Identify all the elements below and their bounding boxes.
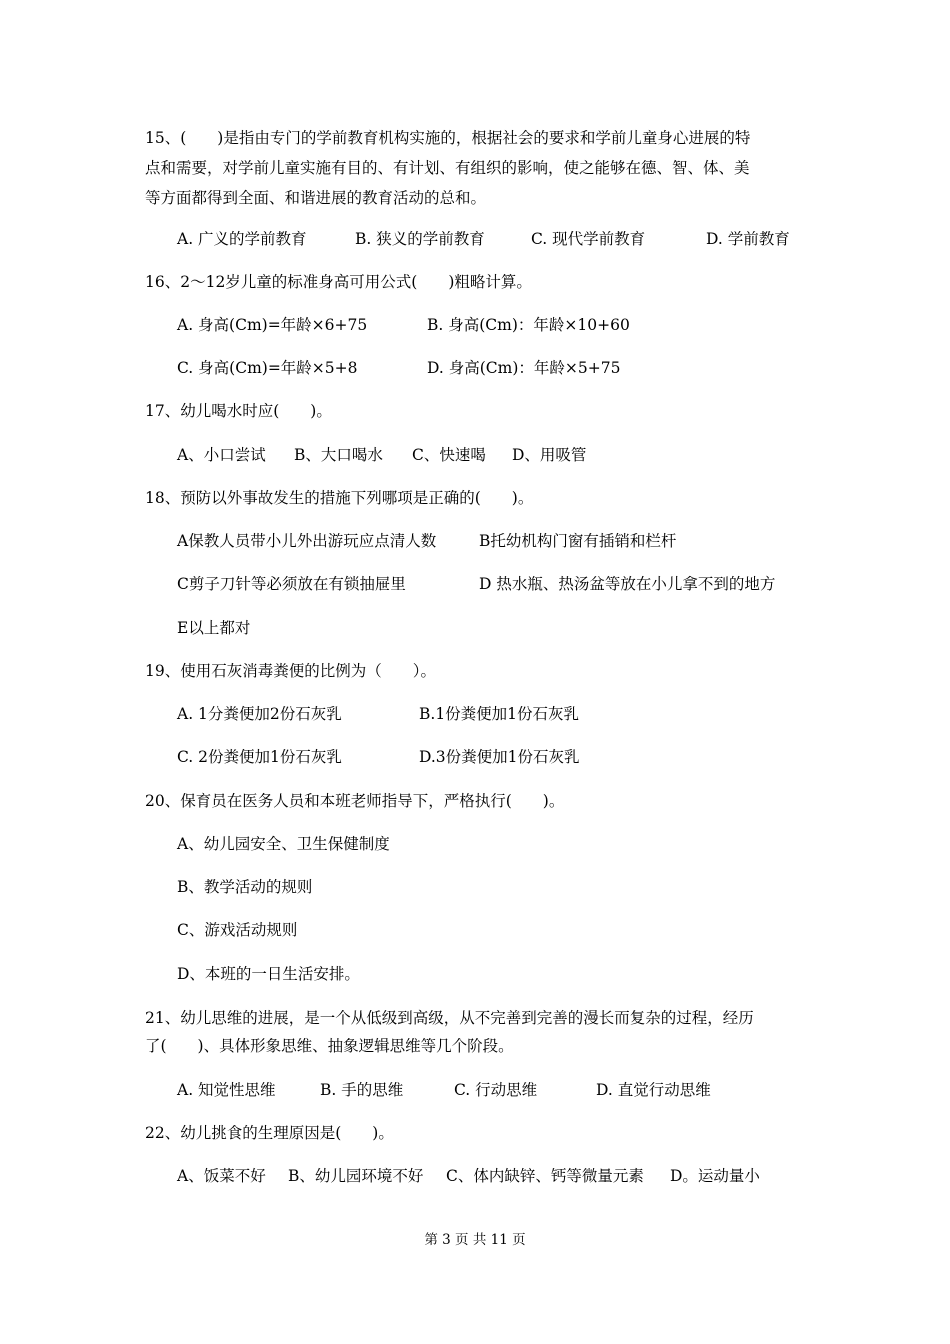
q18-option-b: B托幼机构门窗有插销和栏杆: [479, 532, 677, 550]
q20-option-c: C、游戏活动规则: [177, 921, 298, 939]
q19-option-d: D.3份粪便加1份石灰乳: [419, 748, 580, 766]
q19-option-b: B.1份粪便加1份石灰乳: [419, 705, 580, 723]
q16-option-a: A. 身高(Cm)=年龄×6+75: [177, 316, 368, 334]
q17-option-d: D、用吸管: [512, 446, 587, 464]
q21-option-c: C. 行动思维: [454, 1081, 538, 1099]
q17-option-c: C、快速喝: [412, 446, 486, 464]
q15-option-a: A. 广义的学前教育: [177, 230, 307, 248]
q22-option-a: A、饭菜不好: [177, 1167, 266, 1185]
q21-option-d: D. 直觉行动思维: [596, 1081, 711, 1099]
q22-option-b: B、幼儿园环境不好: [288, 1167, 424, 1185]
q17-stem: 17、幼儿喝水时应( )。: [145, 402, 332, 420]
q17-option-b: B、大口喝水: [294, 446, 383, 464]
q18-option-e: E以上都对: [177, 619, 251, 637]
q15-stem-line1: 15、( )是指由专门的学前教育机构实施的，根据社会的要求和学前儿童身心进展的特: [145, 129, 751, 147]
q18-option-a: A保教人员带小儿外出游玩应点清人数: [177, 532, 437, 550]
q19-option-a: A. 1分粪便加2份石灰乳: [177, 705, 342, 723]
q18-option-d: D 热水瓶、热汤盆等放在小儿拿不到的地方: [479, 575, 776, 593]
q22-option-c: C、体内缺锌、钙等微量元素: [446, 1167, 644, 1185]
q22-option-d: D。运动量小: [670, 1167, 760, 1185]
q19-stem: 19、使用石灰消毒粪便的比例为（ ）。: [145, 662, 436, 680]
q18-stem: 18、预防以外事故发生的措施下列哪项是正确的( )。: [145, 489, 534, 507]
q15-option-b: B. 狭义的学前教育: [355, 230, 485, 248]
q18-option-c: C剪子刀针等必须放在有锁抽屉里: [177, 575, 406, 593]
q21-option-a: A. 知觉性思维: [177, 1081, 276, 1099]
q16-stem: 16、2～12岁儿童的标准身高可用公式( )粗略计算。: [145, 273, 532, 291]
q20-option-d: D、本班的一日生活安排。: [177, 965, 360, 983]
q15-option-d: D. 学前教育: [706, 230, 790, 248]
q19-option-c: C. 2份粪便加1份石灰乳: [177, 748, 342, 766]
page-number: 第 3 页 共 11 页: [424, 1232, 526, 1248]
q21-stem-line1: 21、幼儿思维的进展，是一个从低级到高级，从不完善到完善的漫长而复杂的过程，经历: [145, 1009, 754, 1027]
q15-option-c: C. 现代学前教育: [531, 230, 646, 248]
q15-stem-line2: 点和需要，对学前儿童实施有目的、有计划、有组织的影响，使之能够在德、智、体、美: [145, 159, 750, 177]
q20-stem: 20、保育员在医务人员和本班老师指导下，严格执行( )。: [145, 792, 565, 810]
q17-option-a: A、小口尝试: [177, 446, 266, 464]
q22-stem: 22、幼儿挑食的生理原因是( )。: [145, 1124, 394, 1142]
q16-option-d: D. 身高(Cm)：年龄×5+75: [427, 359, 621, 377]
q21-option-b: B. 手的思维: [320, 1081, 404, 1099]
q20-option-b: B、教学活动的规则: [177, 878, 313, 896]
q15-stem-line3: 等方面都得到全面、和谐进展的教育活动的总和。: [145, 189, 487, 207]
q20-option-a: A、幼儿园安全、卫生保健制度: [177, 835, 390, 853]
q16-option-b: B. 身高(Cm)：年龄×10+60: [427, 316, 630, 334]
q21-stem-line2: 了( )、具体形象思维、抽象逻辑思维等几个阶段。: [145, 1037, 514, 1055]
q16-option-c: C. 身高(Cm)=年龄×5+8: [177, 359, 358, 377]
